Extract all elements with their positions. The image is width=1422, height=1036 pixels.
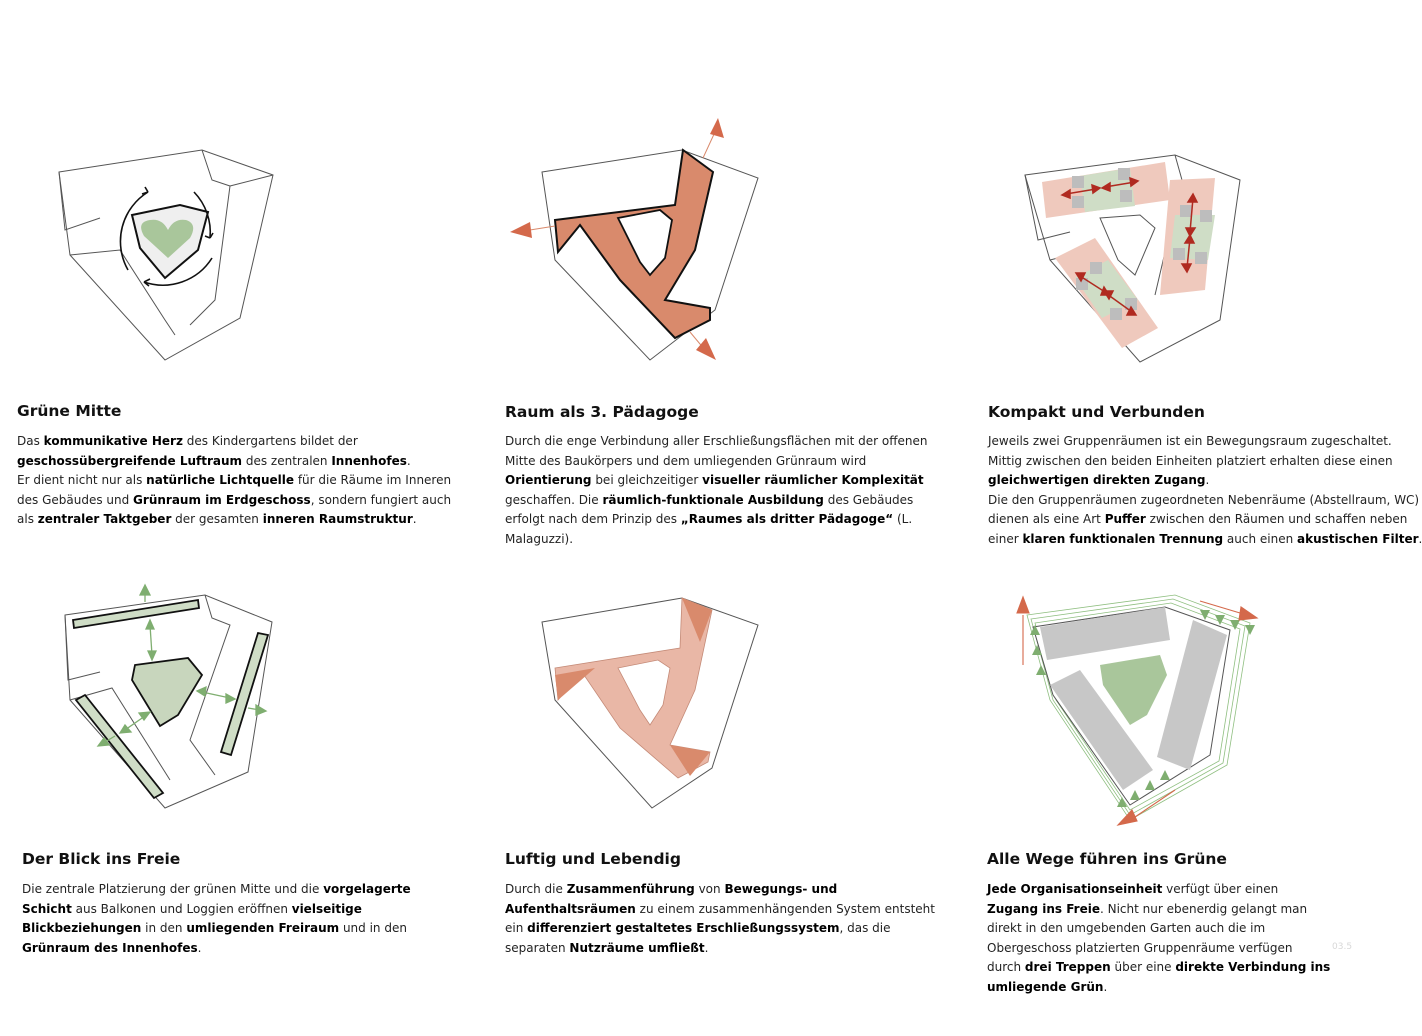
text-line: Schicht aus Balkonen und Loggien eröffnen vielseitige: [22, 901, 362, 916]
bold-phrase: Grünraum des Innenhofes: [22, 940, 198, 955]
text-line: Zugang ins Freie. Nicht nur ebenerdig gelangt man: [987, 901, 1308, 916]
text-line: einer klaren funktionalen Trennung auch einen akustischen Filter.: [988, 531, 1422, 546]
panel-text: [22, 880, 442, 958]
panel-title: Der Blick ins Freie: [22, 850, 181, 868]
bold-phrase: Zugang ins Freie: [987, 901, 1100, 916]
page-number: 03.5: [1332, 942, 1353, 952]
text-line: Malaguzzi).: [505, 531, 574, 546]
panel-text: [505, 880, 935, 958]
diagram-blick-ins-freie: [40, 580, 300, 830]
text-line: Jede Organisationseinheit verfügt über einen: [987, 882, 1279, 896]
bold-phrase: Schicht: [22, 901, 72, 916]
bold-phrase: Zusammenführung: [566, 882, 695, 896]
text-line: umliegende Grün.: [987, 979, 1108, 994]
diagram-alle-wege: [1005, 585, 1265, 830]
bold-phrase: umliegenden Freiraum: [186, 921, 340, 936]
diagram-kompakt: [1010, 140, 1260, 370]
bold-phrase: inneren Raumstruktur: [262, 512, 413, 527]
bold-phrase: zentraler Taktgeber: [37, 512, 172, 527]
bold-phrase: Bewegungs- und: [724, 882, 838, 896]
diagram-gruene-mitte: [40, 130, 300, 380]
bold-phrase: direkte Verbindung ins: [1175, 960, 1331, 975]
bold-phrase: differenziert gestaltetes Erschließungssystem: [527, 921, 840, 936]
panel-text: [988, 432, 1422, 550]
text-line: Orientierung bei gleichzeitiger visueller räumlicher Komplexität: [505, 473, 924, 488]
panel-text: [505, 432, 928, 550]
bold-phrase: natürliche Lichtquelle: [146, 473, 294, 488]
text-line: Aufenthaltsräumen zu einem zusammenhängenden System entsteht: [505, 901, 935, 916]
bold-phrase: drei Treppen: [1024, 960, 1111, 975]
bold-phrase: Nutzräume umfließt: [569, 940, 705, 955]
diagram-luftig-lebendig: [500, 580, 780, 830]
text-line: Das kommunikative Herz des Kindergartens bildet der: [17, 434, 358, 448]
text-line: dienen als eine Art Puffer zwischen den Räumen und schaffen neben: [988, 512, 1408, 527]
text-line: durch drei Treppen über eine direkte Verbindung ins: [987, 960, 1331, 975]
bold-phrase: räumlich-funktionale Ausbildung: [602, 492, 824, 507]
bold-phrase: visueller räumlicher Komplexität: [702, 473, 924, 488]
text-line: ein differenziert gestaltetes Erschließungssystem, das die: [505, 921, 891, 936]
text-line: Blickbeziehungen in den umliegenden Freiraum und in den: [22, 921, 407, 936]
bold-phrase: Jede Organisationseinheit: [987, 882, 1163, 896]
bold-phrase: geschossübergreifende Luftraum: [17, 453, 243, 468]
bold-phrase: umliegende Grün: [987, 979, 1104, 994]
panel-title: Luftig und Lebendig: [505, 850, 681, 868]
panel-title: Raum als 3. Pädagoge: [505, 403, 699, 421]
text-line: Obergeschoss platzierten Gruppenräume verfügen: [987, 940, 1293, 955]
panel-title: Kompakt und Verbunden: [988, 403, 1205, 421]
bold-phrase: kommunikative Herz: [43, 434, 183, 448]
text-line: direkt in den umgebenden Garten auch die im: [987, 921, 1266, 936]
text-line: Er dient nicht nur als natürliche Lichtquelle für die Räume im Inneren: [17, 473, 452, 488]
bold-phrase: vielseitige: [291, 901, 362, 916]
text-line: Grünraum des Innenhofes.: [22, 940, 202, 955]
panel-title: Alle Wege führen ins Grüne: [987, 850, 1227, 868]
text-line: erfolgt nach dem Prinzip des „Raumes als dritter Pädagoge“ (L.: [505, 512, 913, 527]
bold-phrase: „Raumes als dritter Pädagoge“: [680, 512, 894, 527]
text-line: Mitte des Baukörpers und dem umliegenden Grünraum wird: [505, 453, 867, 468]
bold-phrase: vorgelagerte: [323, 882, 411, 896]
text-line: geschossübergreifende Luftraum des zentralen Innenhofes.: [17, 453, 411, 468]
text-line: des Gebäudes und Grünraum im Erdgeschoss, sondern fungiert auch: [17, 492, 452, 507]
diagram-raum-paedagoge: [500, 110, 780, 370]
bold-phrase: Blickbeziehungen: [22, 921, 142, 936]
text-line: Jeweils zwei Gruppenräumen ist ein Bewegungsraum zugeschaltet.: [988, 434, 1392, 448]
bold-phrase: akustischen Filter: [1297, 531, 1419, 546]
text-line: geschaffen. Die räumlich-funktionale Ausbildung des Gebäudes: [505, 492, 914, 507]
bold-phrase: Orientierung: [505, 473, 592, 488]
panel-text: [987, 880, 1331, 998]
bold-phrase: Grünraum im Erdgeschoss: [133, 492, 311, 507]
text-line: separaten Nutzräume umfließt.: [505, 940, 709, 955]
bold-phrase: Puffer: [1104, 512, 1146, 527]
bold-phrase: klaren funktionalen Trennung: [1022, 531, 1224, 546]
text-line: Die zentrale Platzierung der grünen Mitte und die vorgelagerte: [22, 882, 411, 896]
bold-phrase: gleichwertigen direkten Zugang: [988, 473, 1206, 488]
text-line: als zentraler Taktgeber der gesamten inneren Raumstruktur.: [17, 512, 417, 527]
bold-phrase: Innenhofes: [331, 453, 407, 468]
text-line: Durch die enge Verbindung aller Erschließungsflächen mit der offenen: [505, 434, 928, 448]
panel-text: [17, 432, 452, 530]
text-line: Durch die Zusammenführung von Bewegungs- und: [505, 882, 838, 896]
bold-phrase: Aufenthaltsräumen: [505, 901, 636, 916]
panel-title: Grüne Mitte: [17, 402, 122, 420]
text-line: Die den Gruppenräumen zugeordneten Nebenräume (Abstellraum, WC): [988, 492, 1420, 507]
text-line: gleichwertigen direkten Zugang.: [988, 473, 1210, 488]
text-line: Mittig zwischen den beiden Einheiten platziert erhalten diese einen: [988, 453, 1393, 468]
